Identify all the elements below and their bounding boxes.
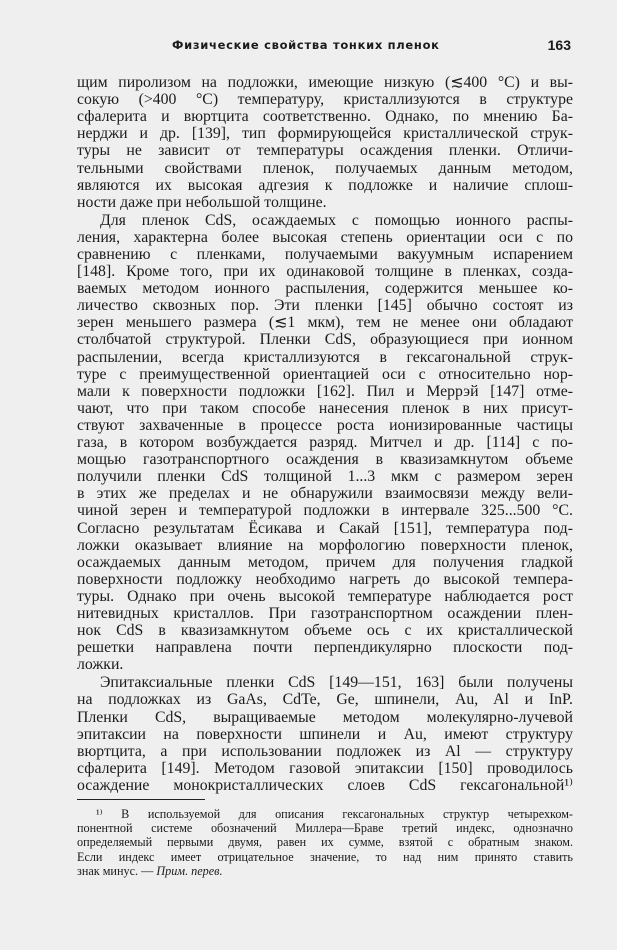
text-line: сфалерита и вюртцита соответственно. Однако, по мнению Ба- [77,108,573,126]
page-number: 163 [547,37,571,53]
text-line: осаждаемых данным методом, причем для получения гладкой [77,553,573,571]
text-line: ности даже при небольшой толщине. [77,193,327,211]
text-line: ления, характерна более высокая степень ориентации оси c по [77,228,573,246]
text-line: нок CdS в квазизамкнутом объеме ось c их кристаллической [77,622,573,640]
footnote-line-last [77,864,573,879]
text-line: являются их высокая адгезия к подложке и наличие сплош- [77,176,573,194]
text-line: туре с преимущественной ориентацией оси c относительно нор- [77,365,573,383]
text-line: щим пиролизом на подложки, имеющие низкую (≲400 °С) и вы- [77,74,573,91]
text-line: распылении, всегда кристаллизуются в гексагональной струк- [77,348,573,366]
footnote-text: знак минус. — [77,864,154,879]
text-line: поверхности подложку необходимо нагреть до высокой темпера- [77,570,573,588]
text-line: чают, что при таком способе нанесения пленок в них присут- [77,399,573,417]
text-line: ложки. [77,656,124,674]
text-line: личество сквозных пор. Эти пленки [145] обычно состоят из [77,297,573,315]
text-line: Эпитаксиальные пленки CdS [149—151, 163] были получены [100,674,573,692]
text-line: ложки оказывает влияние на морфологию поверхности пленок, [77,536,573,554]
footnote-line: ¹⁾ В используемой для описания гексагональных структур четырехком- [96,806,573,821]
text-line: получили пленки CdS толщиной 1...3 мкм с размером зерен [77,468,573,486]
text-line: на подложках из GaAs, CdTe, Ge, шпинели, Au, Al и InP. [77,691,573,709]
text-line: сравнению с пленками, получаемыми вакуумным испарением [77,245,573,263]
text-line: чиной зерен и температурой подложки в интервале 325...500 °С. [77,502,573,520]
text-line: газа, в котором возбуждается разряд. Митчел и др. [114] с по- [77,434,573,451]
footnote-line: понентной системе обозначений Миллера—Браве третий индекс, однозначно [77,821,573,835]
running-title: Физические свойства тонких пленок [172,38,440,52]
text-line: нерджи и др. [139], тип формирующейся кристаллической струк- [77,125,573,143]
page-header [0,38,617,58]
text-line: мощью газотранспортного осаждения в квазизамкнутом объеме [77,451,573,469]
footnote-rule [77,799,205,800]
translator-note: Прим. перев. [156,864,223,879]
text-line: туры. Однако при очень высокой температуре наблюдается рост [77,587,573,605]
text-line: тельными свойствами пленок, получаемых данным методом, [77,159,573,177]
text-line: сфалерита [149]. Методом газовой эпитаксии [150] проводилось [77,759,573,777]
text-line: ствуют захваченные в процессе роста ионизированные частицы [77,416,573,434]
text-line: туры не зависит от температуры осаждения пленки. Отличи- [77,142,573,160]
text-line: Для пленок CdS, осаждаемых с помощью ионного распы- [100,211,573,229]
text-line: в этих же пределах и не обнаружили взаимосвязи между вели- [77,485,573,503]
text-line: вюртцита, а при использовании подложек из Al — структуру [77,742,573,760]
footnote-line: Если индекс имеет отрицательное значение, то над ним принято ставить [77,849,573,864]
text-line: [148]. Кроме того, при их одинаковой толщине в пленках, созда- [77,263,573,280]
text-line: нитевидных кристаллов. При газотранспортном осаждении плен- [77,605,573,622]
text-line: мали к поверхности подложки [162]. Пил и Меррэй [147] отме- [77,382,573,400]
text-line: сокую (>400 °С) температуру, кристаллизуются в структуре [77,91,573,109]
text-line: решетки направлена почти перпендикулярно плоскости под- [77,639,573,657]
text-line: Пленки CdS, выращиваемые методом молекулярно-лучевой [77,708,573,726]
text-line: ваемых методом ионного распыления, содержится меньшее ко- [77,280,573,298]
footnote-line: определяемый первыми двумя, равен их сумме, взятой с обратным знаком. [77,835,573,850]
text-line: эпитаксии на поверхности шпинели и Au, имеют структуру [77,725,573,743]
text-line: зерен меньшего размера (≲1 мкм), тем не менее они обладают [77,314,573,332]
text-line: столбчатой структурой. Пленки CdS, образующиеся при ионном [77,331,573,349]
text-line: осаждение монокристаллических слоев CdS гексагональной¹⁾ [77,776,573,794]
text-line: Согласно результатам Ёсикава и Сакай [151], температура под- [77,519,573,537]
